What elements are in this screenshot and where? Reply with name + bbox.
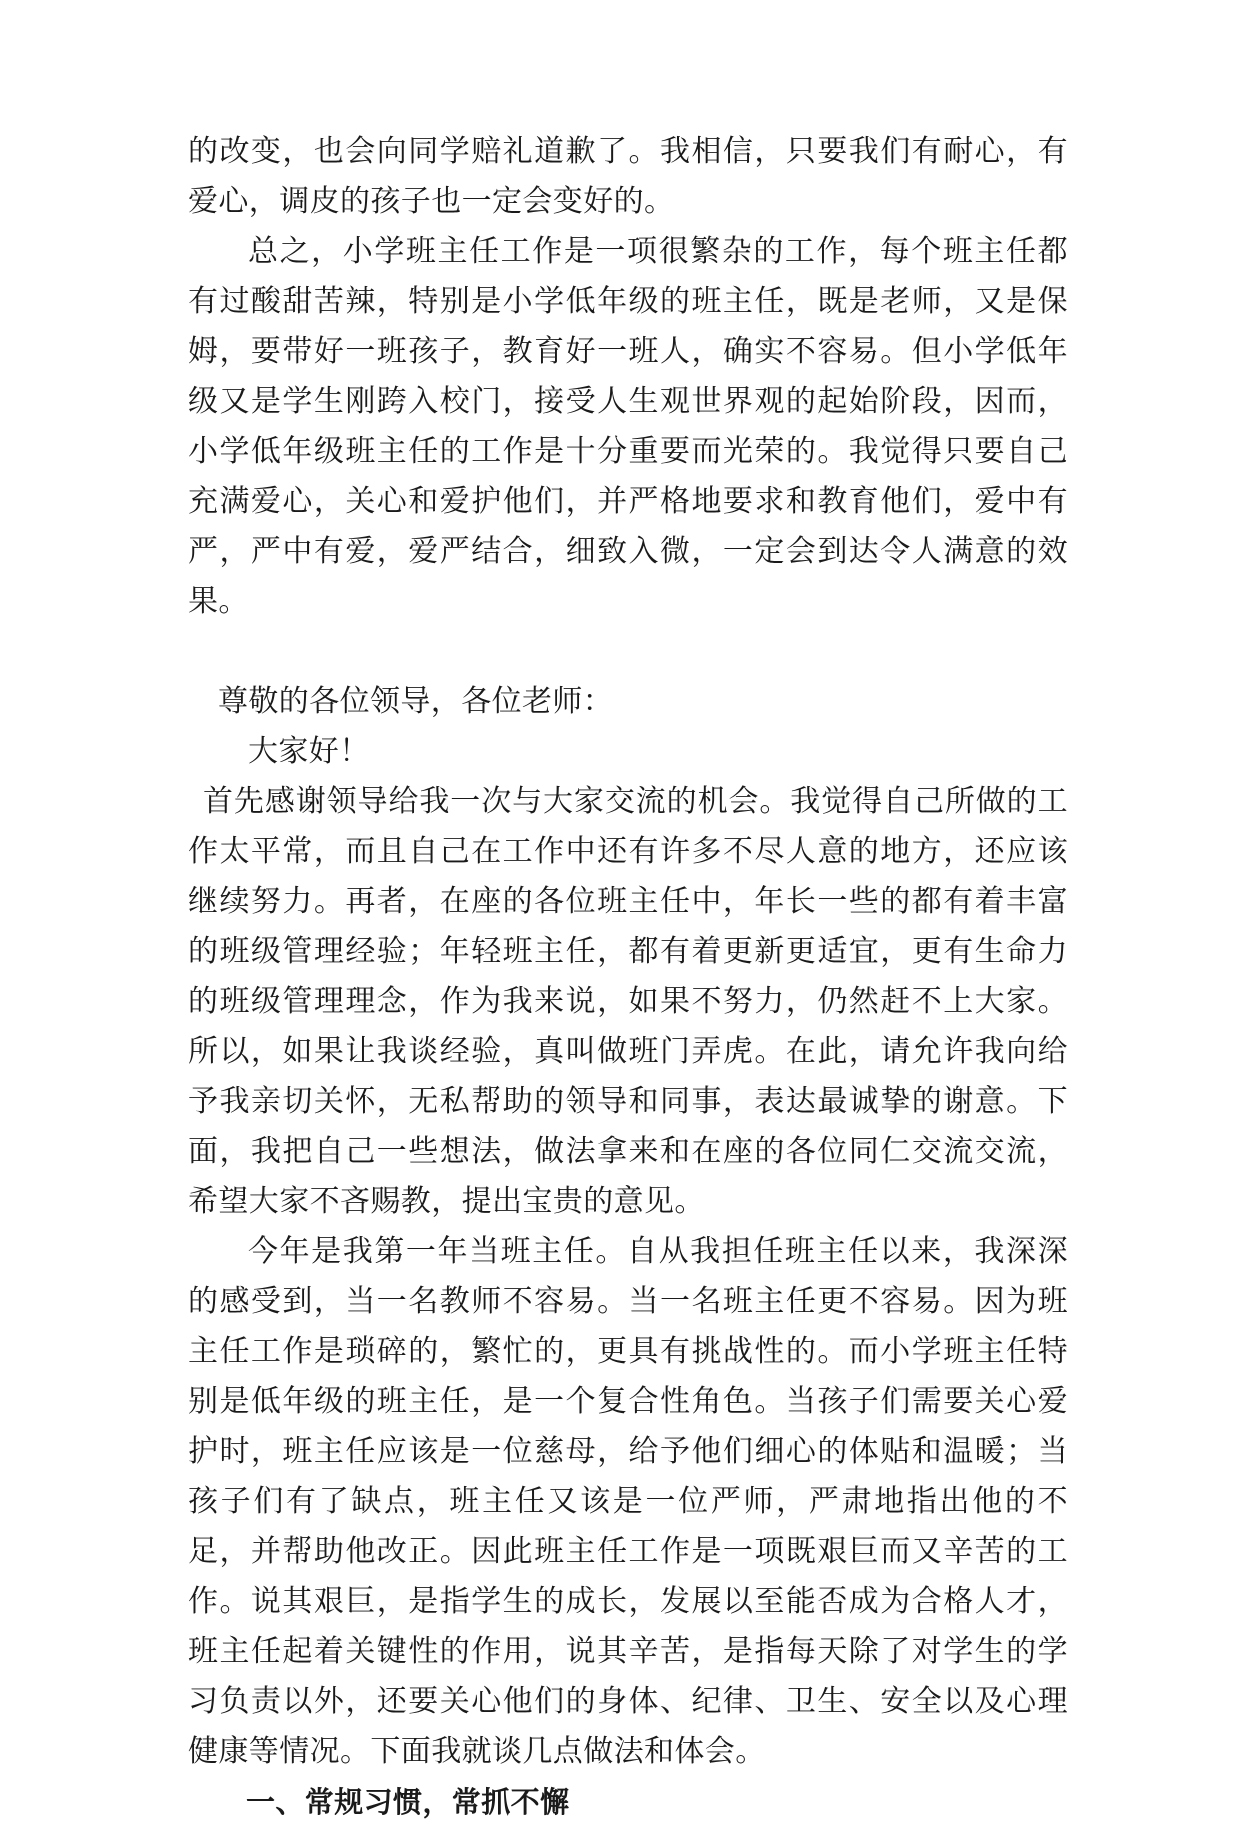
document-body — [188, 127, 1068, 1827]
section-heading: 一、常规习惯，常抓不懈 — [246, 1785, 570, 1819]
paragraph-first-year: 今年是我第一年当班主任。自从我担任班主任以来，我深深的感受到，当一名教师不容易。当一名班主任更不容易。因为班主任工作是琐碎的，繁忙的，更具有挑战性的。而小学班主任特别是低年级的班主任，是一个复合性角色。当孩子们需要关心爱护时，班主任应该是一位慈母，给予他们细心的体贴和温暖；当孩子们有了缺点，班主任又该是一位严师，严肃地指出他的不足，并帮助他改正。因此班主任工作是一项既艰巨而又辛苦的工作。说其艰巨，是指学生的成长，发展以至能否成为合格人才，班主任起着关键性的作用，说其辛苦，是指每天除了对学生的学习负责以外，还要关心他们的身体、纪律、卫生、安全以及心理健康等情况。下面我就谈几点做法和体会。 — [188, 1234, 1068, 1769]
paragraph-thanks: 首先感谢领导给我一次与大家交流的机会。我觉得自己所做的工作太平常，而且自己在工作中还有许多不尽人意的地方，还应该继续努力。再者，在座的各位班主任中，年长一些的都有着丰富的班级管理经验；年轻班主任，都有着更新更适宜，更有生命力的班级管理理念，作为我来说，如果不努力，仍然赶不上大家。所以，如果让我谈经验，真叫做班门弄虎。在此，请允许我向给予我亲切关怀，无私帮助的领导和同事，表达最诚挚的谢意。下面，我把自己一些想法，做法拿来和在座的各位同仁交流交流，希望大家不吝赐教，提出宝贵的意见。 — [188, 784, 1068, 1219]
paragraph-continuation: 的改变，也会向同学赔礼道歉了。我相信，只要我们有耐心，有爱心，调皮的孩子也一定会变好的。 — [188, 134, 1068, 219]
greeting: 大家好！ — [248, 734, 370, 769]
paragraph-summary: 总之，小学班主任工作是一项很繁杂的工作，每个班主任都有过酸甜苦辣，特别是小学低年级的班主任，既是老师，又是保姆，要带好一班孩子，教育好一班人，确实不容易。但小学低年级又是学生刚跨入校门，接受人生观世界观的起始阶段，因而，小学低年级班主任的工作是十分重要而光荣的。我觉得只要自己充满爱心，关心和爱护他们，并严格地要求和教育他们，爱中有严，严中有爱，爱严结合，细致入微，一定会到达令人满意的效果。 — [188, 234, 1068, 619]
section-gap — [188, 627, 1068, 677]
salutation: 尊敬的各位领导，各位老师： — [218, 684, 614, 719]
